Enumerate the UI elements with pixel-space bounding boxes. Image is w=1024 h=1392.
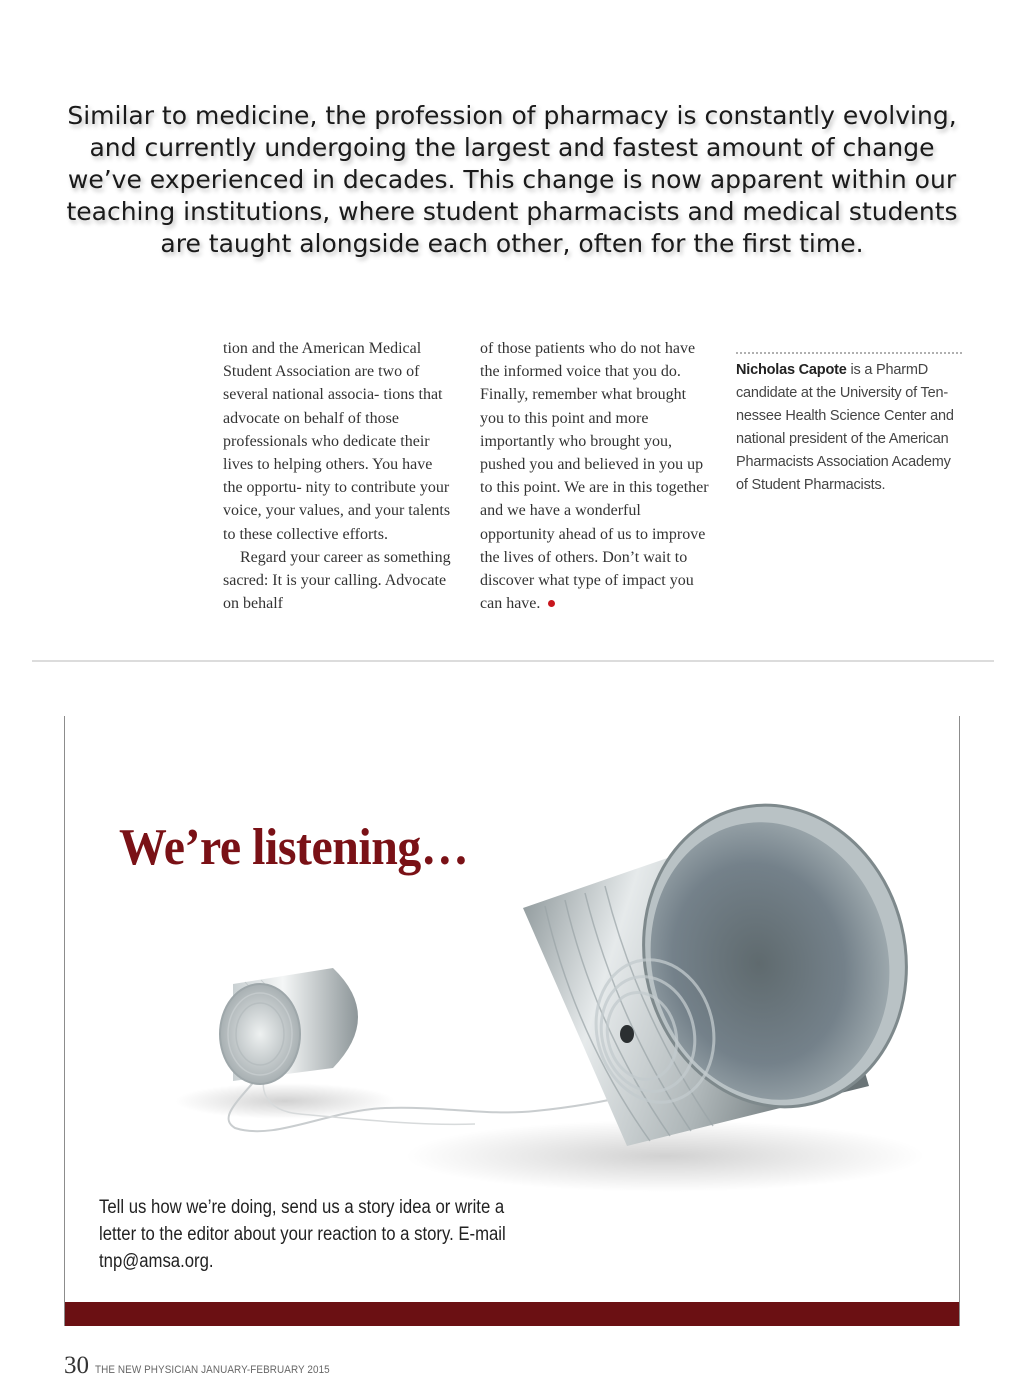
end-mark-icon [548,600,555,607]
author-name: Nicholas Capote [736,362,847,378]
house-ad [64,716,960,1326]
paragraph: Regard your career as something sacred: It is your calling. Advocate on behalf [223,548,451,613]
body-column-1 [223,337,453,615]
pull-quote: Similar to medicine, the profession of pharmacy is constantly evolving, and currently undergoing the largest and fastest amount of change we’ve experienced in decades. This change is now apparent within our teaching institutions, where student pharmacists and medical students are taught alongside each other, often for the first time. [66,101,958,258]
section-divider [32,660,994,662]
body-column-2 [480,337,710,615]
ad-footer-bar [65,1302,959,1326]
page-footer [64,1352,356,1380]
author-bio-text: is a PharmD candidate at the University of Ten- nessee Health Science Center and national president of the American Pharmacists Association Academy of Student Pharmacists. [736,362,954,493]
ad-body-text: Tell us how we’re doing, send us a story idea or write a letter to the editor about your reaction to a story. E-mail tnp@amsa.org. [99,1197,506,1272]
author-bio [736,352,962,497]
paragraph: tion and the American Medical Student Association are two of several national associa- tions that advocate on behalf of those professionals who dedicate their lives to helping others. You have the opportu- nity to contribute your voice, your values, and your talents to these collective efforts. [223,340,451,543]
running-footer: THE NEW PHYSICIAN JANUARY-FEBRUARY 2015 [95,1364,330,1376]
ad-headline: We’re listening… [119,819,469,876]
page-number: 30 [64,1352,89,1379]
paragraph [480,337,710,615]
paragraph-text: of those patients who do not have the informed voice that you do. Finally, remember what brought you to this point and more importantly who brought you, pushed you and believed in you up to this point. We are in this together and we have a wonderful opportunity ahead of us to improve the lives of others. Don’t wait to discover what type of impact you can have. [480,340,709,613]
